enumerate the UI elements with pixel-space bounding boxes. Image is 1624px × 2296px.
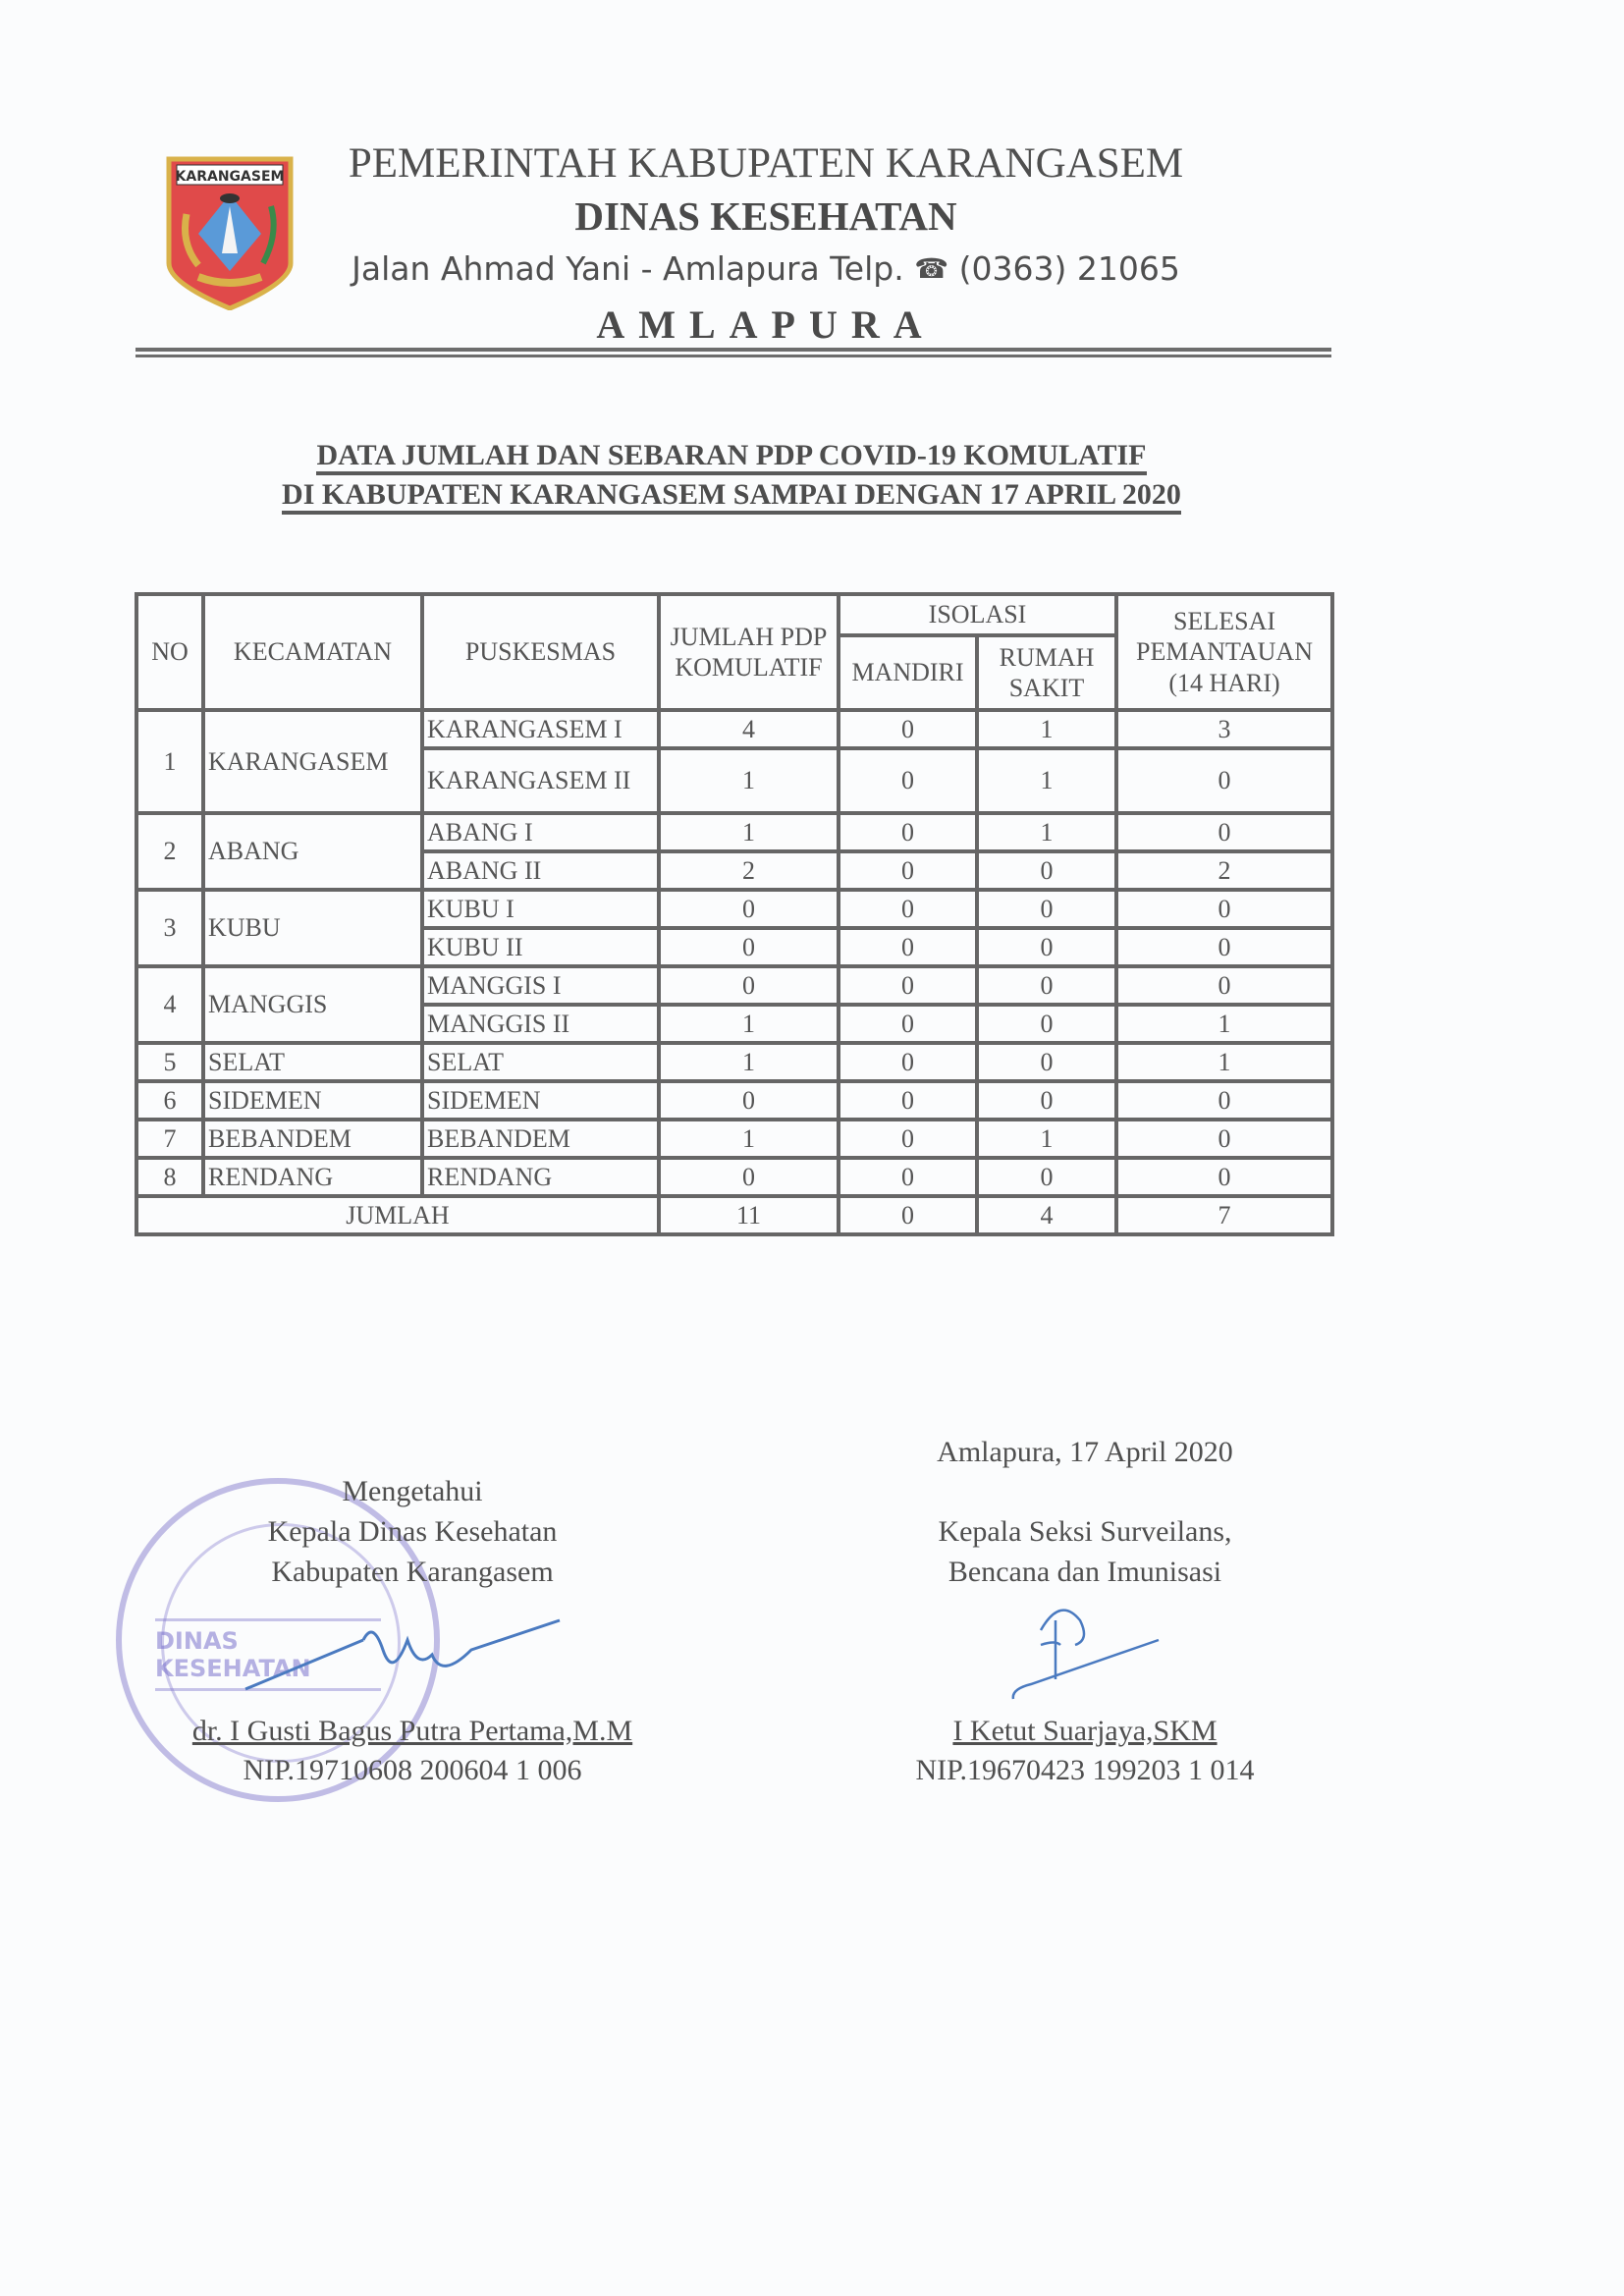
cell-no: 6: [136, 1081, 203, 1120]
cell-selesai: 0: [1116, 1120, 1332, 1158]
cell-puskesmas: KARANGASEM II: [422, 748, 659, 813]
cell-puskesmas: RENDANG: [422, 1158, 659, 1196]
right-signature-place-date: Amlapura, 17 April 2020: [937, 1436, 1233, 1468]
header-isolasi: ISOLASI: [839, 594, 1116, 635]
cell-mandiri: 0: [839, 928, 977, 966]
letterhead-city: AMLAPURA: [596, 302, 936, 347]
right-signature-department: Bencana dan Imunisasi: [947, 1556, 1222, 1588]
cell-rumah-sakit: 0: [977, 1158, 1116, 1196]
cell-rumah-sakit: 1: [977, 748, 1116, 813]
cell-mandiri: 0: [839, 890, 977, 928]
cell-selesai: 0: [1116, 1081, 1332, 1120]
document-title-line1: [147, 439, 1316, 472]
stamp-text: DINAS KESEHATAN: [155, 1618, 381, 1691]
cell-selesai: 0: [1116, 966, 1332, 1005]
karangasem-regency-logo: [165, 155, 295, 310]
cell-mandiri: 0: [839, 1081, 977, 1120]
cell-puskesmas: KARANGASEM I: [422, 710, 659, 748]
letterhead-divider-top: [135, 348, 1331, 352]
cell-rumah-sakit: 0: [977, 1081, 1116, 1120]
cell-jumlah: 1: [659, 748, 839, 813]
cell-rumah-sakit: 1: [977, 1120, 1116, 1158]
table-row: [136, 1043, 1332, 1081]
cell-jumlah: 1: [659, 1005, 839, 1043]
right-handwritten-signature-icon: [1001, 1601, 1168, 1709]
header-kecamatan: KECAMATAN: [203, 594, 422, 710]
cell-no: 8: [136, 1158, 203, 1196]
cell-selesai: 0: [1116, 748, 1332, 813]
cell-selesai: 0: [1116, 928, 1332, 966]
cell-jumlah: 0: [659, 890, 839, 928]
cell-kecamatan: ABANG: [203, 813, 422, 890]
letterhead-address: [324, 249, 1208, 288]
cell-jumlah: 0: [659, 928, 839, 966]
table-row: [136, 710, 1332, 748]
cell-selesai: 0: [1116, 890, 1332, 928]
table-row: [136, 890, 1332, 928]
cell-jumlah: 0: [659, 966, 839, 1005]
total-selesai: 7: [1116, 1196, 1332, 1234]
cell-mandiri: 0: [839, 1120, 977, 1158]
cell-rumah-sakit: 0: [977, 1043, 1116, 1081]
pdp-data-table: [135, 592, 1330, 1274]
right-signatory-name-text: I Ketut Suarjaya,SKM: [952, 1715, 1218, 1747]
cell-puskesmas: SELAT: [422, 1043, 659, 1081]
cell-selesai: 1: [1116, 1005, 1332, 1043]
table-row: [136, 1081, 1332, 1120]
cell-no: 3: [136, 890, 203, 966]
total-jumlah: 11: [659, 1196, 839, 1234]
cell-mandiri: 0: [839, 813, 977, 851]
cell-jumlah: 0: [659, 1081, 839, 1120]
phone-number: (0363) 21065: [958, 249, 1180, 288]
cell-rumah-sakit: 0: [977, 851, 1116, 890]
cell-rumah-sakit: 1: [977, 710, 1116, 748]
cell-no: 1: [136, 710, 203, 813]
cell-rumah-sakit: 0: [977, 928, 1116, 966]
cell-mandiri: 0: [839, 966, 977, 1005]
header-selesai-pemantauan: SELESAI PEMANTAUAN (14 HARI): [1116, 594, 1332, 710]
table-row: [136, 1120, 1332, 1158]
document-title-line2: [147, 478, 1316, 512]
letterhead-agency-name: DINAS KESEHATAN: [574, 193, 957, 239]
cell-kecamatan: RENDANG: [203, 1158, 422, 1196]
cell-kecamatan: KARANGASEM: [203, 710, 422, 813]
header-no: NO: [136, 594, 203, 710]
cell-no: 7: [136, 1120, 203, 1158]
left-handwritten-signature-icon: [226, 1611, 579, 1699]
right-signatory-name: [864, 1715, 1306, 1748]
header-rumah-sakit: RUMAH SAKIT: [977, 635, 1116, 710]
cell-jumlah: 1: [659, 1043, 839, 1081]
left-signatory-name: [137, 1715, 687, 1748]
cell-jumlah: 2: [659, 851, 839, 890]
total-label: JUMLAH: [136, 1196, 659, 1234]
right-signatory-nip: NIP.19670423 199203 1 014: [915, 1754, 1255, 1786]
cell-puskesmas: BEBANDEM: [422, 1120, 659, 1158]
left-signature-title: Kepala Dinas Kesehatan: [267, 1515, 558, 1548]
svg-text:KARANGASEM: KARANGASEM: [175, 169, 285, 185]
cell-kecamatan: BEBANDEM: [203, 1120, 422, 1158]
cell-selesai: 0: [1116, 1158, 1332, 1196]
cell-puskesmas: KUBU I: [422, 890, 659, 928]
cell-puskesmas: SIDEMEN: [422, 1081, 659, 1120]
cell-selesai: 1: [1116, 1043, 1332, 1081]
cell-selesai: 0: [1116, 813, 1332, 851]
table-row: [136, 966, 1332, 1005]
cell-selesai: 3: [1116, 710, 1332, 748]
phone-icon: ☎: [914, 252, 949, 285]
cell-kecamatan: SELAT: [203, 1043, 422, 1081]
cell-mandiri: 0: [839, 1043, 977, 1081]
cell-puskesmas: ABANG I: [422, 813, 659, 851]
cell-mandiri: 0: [839, 1005, 977, 1043]
title-line2-text: DI KABUPATEN KARANGASEM SAMPAI DENGAN 17 APRIL 2020: [282, 478, 1181, 515]
cell-puskesmas: MANGGIS I: [422, 966, 659, 1005]
left-signature-office: Kabupaten Karangasem: [271, 1556, 554, 1588]
letterhead-government-name: PEMERINTAH KABUPATEN KARANGASEM: [348, 140, 1184, 187]
cell-kecamatan: KUBU: [203, 890, 422, 966]
cell-puskesmas: MANGGIS II: [422, 1005, 659, 1043]
cell-jumlah: 4: [659, 710, 839, 748]
total-rumah-sakit: 4: [977, 1196, 1116, 1234]
cell-jumlah: 1: [659, 1120, 839, 1158]
table-row: [136, 813, 1332, 851]
cell-kecamatan: SIDEMEN: [203, 1081, 422, 1120]
cell-selesai: 2: [1116, 851, 1332, 890]
cell-rumah-sakit: 0: [977, 890, 1116, 928]
cell-rumah-sakit: 0: [977, 966, 1116, 1005]
letterhead-divider-bottom: [135, 355, 1331, 357]
total-mandiri: 0: [839, 1196, 977, 1234]
left-signatory-name-text: dr. I Gusti Bagus Putra Pertama,M.M: [191, 1715, 633, 1747]
cell-jumlah: 0: [659, 1158, 839, 1196]
header-puskesmas: PUSKESMAS: [422, 594, 659, 710]
left-signatory-nip: NIP.19710608 200604 1 006: [243, 1754, 582, 1786]
cell-no: 2: [136, 813, 203, 890]
header-jumlah-pdp: JUMLAH PDP KOMULATIF: [659, 594, 839, 710]
right-signature-title: Kepala Seksi Surveilans,: [938, 1515, 1232, 1548]
cell-kecamatan: MANGGIS: [203, 966, 422, 1043]
cell-jumlah: 1: [659, 813, 839, 851]
cell-mandiri: 0: [839, 1158, 977, 1196]
cell-puskesmas: ABANG II: [422, 851, 659, 890]
cell-rumah-sakit: 0: [977, 1005, 1116, 1043]
title-line1-text: DATA JUMLAH DAN SEBARAN PDP COVID-19 KOMULATIF: [316, 439, 1146, 475]
left-signature-acknowledgement: Mengetahui: [342, 1475, 483, 1507]
cell-mandiri: 0: [839, 710, 977, 748]
header-mandiri: MANDIRI: [839, 635, 977, 710]
table-row: [136, 1158, 1332, 1196]
address-text: Jalan Ahmad Yani - Amlapura Telp.: [352, 249, 904, 288]
table-total-row: [136, 1196, 1332, 1234]
cell-puskesmas: KUBU II: [422, 928, 659, 966]
cell-mandiri: 0: [839, 748, 977, 813]
cell-no: 5: [136, 1043, 203, 1081]
cell-mandiri: 0: [839, 851, 977, 890]
cell-no: 4: [136, 966, 203, 1043]
cell-rumah-sakit: 1: [977, 813, 1116, 851]
